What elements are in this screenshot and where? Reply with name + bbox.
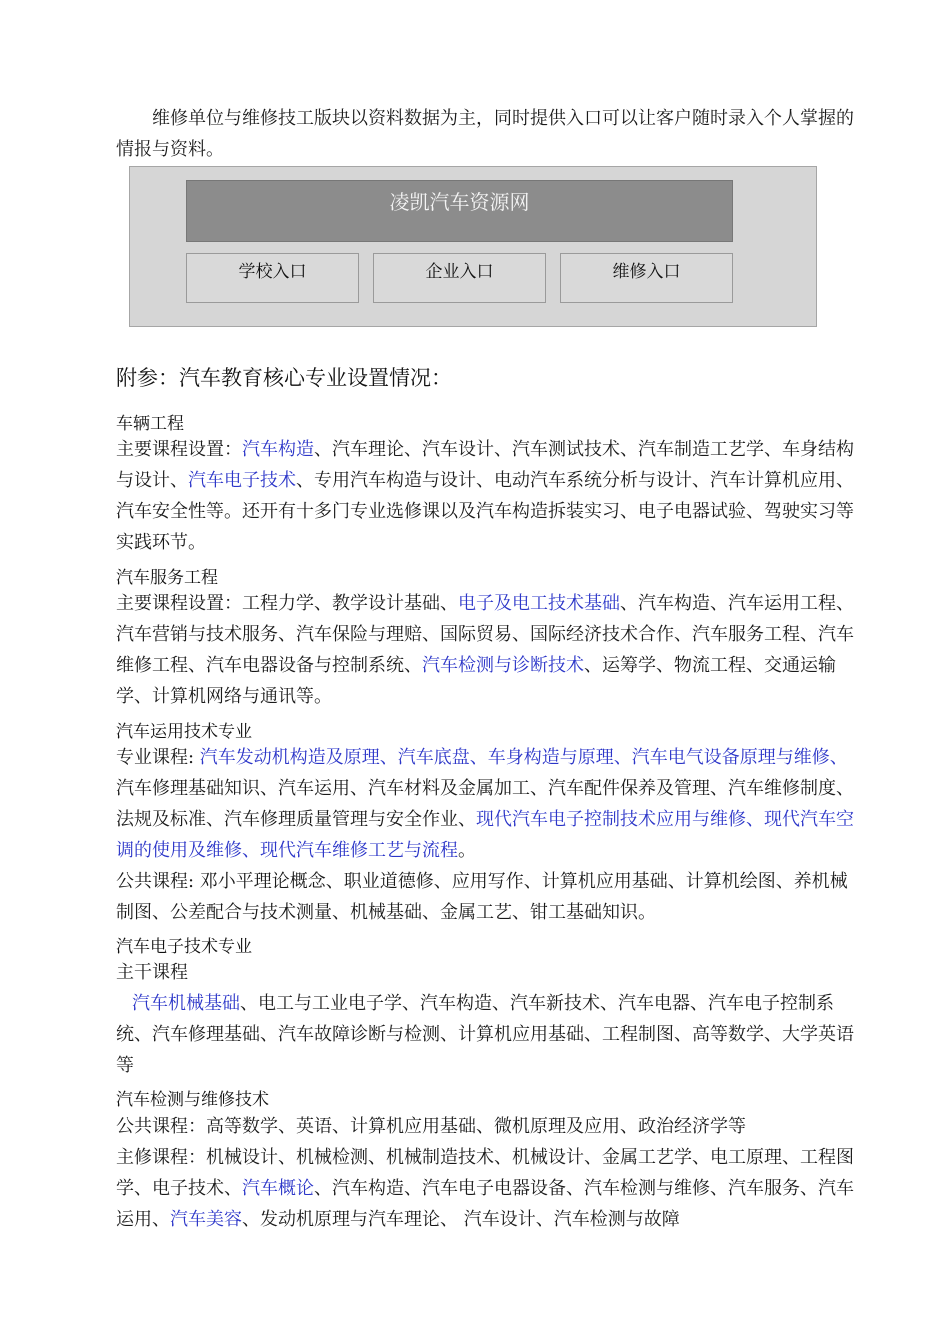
- intro-paragraph: 维修单位与维修技工版块以资料数据为主，同时提供入口可以让客户随时录入个人掌握的情报与资料。: [116, 108, 854, 160]
- major-title: 汽车运用技术专业: [116, 722, 252, 742]
- school-entry-box: 学校入口: [186, 253, 359, 303]
- text-span: 、汽车理论、汽车设计、汽车测试技术、汽车制造工艺学、车身结构与设计、: [116, 439, 854, 491]
- highlight-span: 现代汽车电子控制技术应用与维修、现代汽车空调的使用及维修、现代汽车维修工艺与流程: [116, 809, 854, 861]
- highlight-span: 电子及电工技术基础: [458, 593, 620, 614]
- text-span: 主要课程设置：: [116, 439, 242, 460]
- course-paragraph: [116, 588, 856, 712]
- highlight-span: 汽车构造: [242, 439, 314, 460]
- text-span: 、专用汽车构造与设计、电动汽车系统分析与设计、汽车计算机应用、汽车安全性等。还开有十多门专业选修课以及汽车构造拆装实习、电子电器试验、驾驶实习等实践环节。: [116, 470, 854, 553]
- site-banner: 凌凯汽车资源网: [186, 180, 733, 242]
- section-heading: 附参：汽车教育核心专业设置情况：: [116, 366, 452, 390]
- major-title: 汽车服务工程: [116, 568, 218, 588]
- text-span: 、汽车构造、汽车电子电器设备、汽车检测与维修、汽车服务、汽车运用、: [116, 1178, 854, 1230]
- highlight-span: 汽车发动机构造及原理、汽车底盘、车身构造与原理、汽车电气设备原理与维修、: [199, 747, 848, 768]
- text-span: 专业课程:: [116, 747, 200, 768]
- course-paragraph: [116, 988, 856, 1081]
- major-title: 汽车电子技术专业: [116, 937, 252, 957]
- highlight-span: 汽车电子技术: [188, 470, 296, 491]
- course-paragraph: [116, 1142, 856, 1235]
- public-course-paragraph: 公共课程: 邓小平理论概念、职业道德修、应用写作、计算机应用基础、计算机绘图、养机械制图、公差配合与技术测量、机械基础、金属工艺、钳工基础知识。: [116, 871, 848, 923]
- text-span: 、发动机原理与汽车理论、 汽车设计、汽车检测与故障: [242, 1209, 680, 1230]
- course-paragraph: [116, 742, 856, 866]
- major-title: 车辆工程: [116, 414, 184, 434]
- highlight-span: 汽车机械基础: [132, 993, 240, 1014]
- highlight-span: 汽车美容: [170, 1209, 242, 1230]
- public-course-paragraph: 公共课程：高等数学、英语、计算机应用基础、微机原理及应用、政治经济学等: [116, 1116, 746, 1137]
- text-span: 、电工与工业电子学、汽车构造、汽车新技术、汽车电器、汽车电子控制系统、汽车修理基础、汽车故障诊断与检测、计算机应用基础、工程制图、高等数学、大学英语等: [116, 993, 854, 1076]
- highlight-span: 汽车概论: [242, 1178, 314, 1199]
- text-span: 、汽车构造、汽车运用工程、汽车营销与技术服务、汽车保险与理赔、国际贸易、国际经济技术合作、汽车服务工程、汽车维修工程、汽车电器设备与控制系统、: [116, 593, 854, 676]
- major-title: 汽车检测与维修技术: [116, 1090, 269, 1110]
- course-paragraph: [116, 434, 856, 558]
- text-span: 主修课程：机械设计、机械检测、机械制造技术、机械设计、金属工艺学、电工原理、工程图学、电子技术、: [116, 1147, 854, 1199]
- highlight-span: 汽车检测与诊断技术: [422, 655, 584, 676]
- text-span: 。: [458, 840, 476, 861]
- text-span: 汽车修理基础知识、汽车运用、汽车材料及金属加工、汽车配件保养及管理、汽车维修制度、法规及标准、汽车修理质量管理与安全作业、: [116, 778, 854, 830]
- portal-diagram: [129, 166, 817, 327]
- text-span: 主要课程设置：工程力学、教学设计基础、: [116, 593, 458, 614]
- text-span: 、运筹学、物流工程、交通运输学、计算机网络与通讯等。: [116, 655, 836, 707]
- enterprise-entry-box: 企业入口: [373, 253, 546, 303]
- course-label: 主干课程: [116, 962, 188, 983]
- repair-entry-box: 维修入口: [560, 253, 733, 303]
